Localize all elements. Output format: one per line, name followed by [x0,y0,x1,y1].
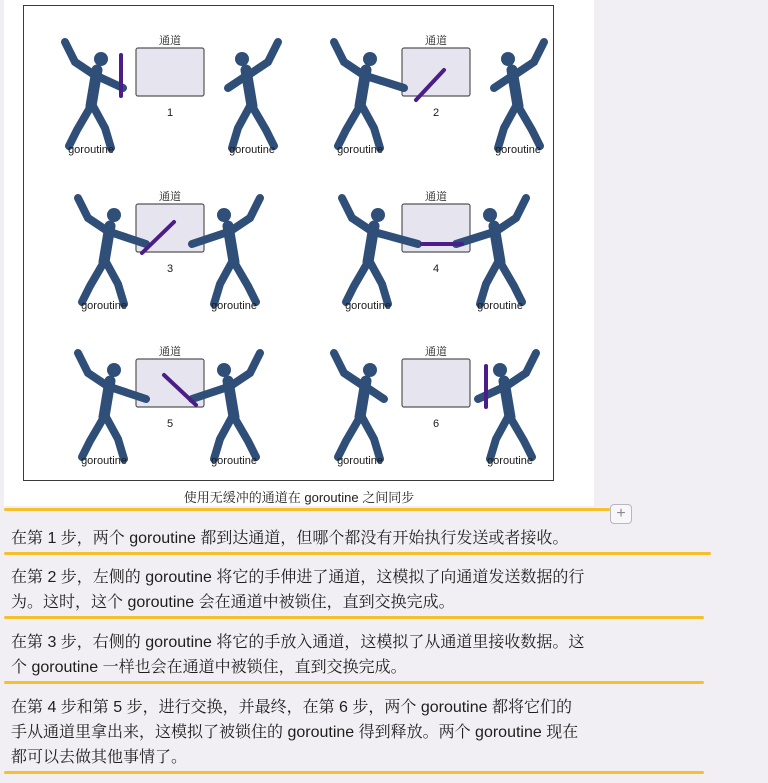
add-block-button[interactable] [610,504,632,524]
goroutine-label-right: goroutine [495,144,541,156]
goroutine-figure-left [334,42,404,148]
goroutine-label-left: goroutine [345,300,391,312]
goroutine-label-left: goroutine [81,455,127,467]
channel-title: 通道 [159,35,181,47]
step-panel-5 [58,339,318,489]
paragraph-line: 都可以去做其他事情了。 [11,749,188,766]
channel-title: 通道 [425,191,447,203]
step-panel-2 [324,28,584,178]
step-number: 4 [432,263,440,275]
plus-icon: + [616,505,626,522]
channel-title: 通道 [425,35,447,47]
channel-title: 通道 [159,191,181,203]
goroutine-label-left: goroutine [81,300,127,312]
step-number: 1 [166,107,174,119]
paragraph-line: 在第 4 步和第 5 步，进行交换，并最终，在第 6 步，两个 goroutine 都将它们的 [11,699,572,716]
paragraph-line: 为。这时，这个 goroutine 会在通道中被锁住，直到交换完成。 [11,594,455,611]
channel-box [402,48,470,96]
channel-box [402,359,470,407]
highlight-underline [4,681,704,684]
goroutine-label-right: goroutine [211,455,257,467]
goroutine-label-left: goroutine [337,144,383,156]
channel-box [136,48,204,96]
step-number: 6 [432,418,440,430]
paragraph-3[interactable] [11,630,711,680]
goroutine-label-left: goroutine [337,455,383,467]
step-number: 5 [166,418,174,430]
paragraph-4[interactable] [11,695,711,770]
paragraph-line: 在第 3 步，右侧的 goroutine 将它的手放入通道，这模拟了从通道里接收数据。这 [11,634,585,651]
step-number: 2 [432,107,440,119]
figure-caption: 使用无缓冲的通道在 goroutine 之间同步 [183,490,415,505]
step-panel-4 [324,184,584,334]
paragraph-line: 个 goroutine 一样也会在通道中被锁住，直到交换完成。 [11,659,407,676]
goroutine-figure-right [494,42,544,148]
diagram-frame [23,5,554,481]
goroutine-figure-left [65,42,123,148]
step-panel-6 [324,339,584,489]
highlight-underline [4,616,704,619]
goroutine-label-right: goroutine [477,300,523,312]
step-panel-1 [58,28,318,178]
goroutine-label-right: goroutine [229,144,275,156]
step-panel-3 [58,184,318,334]
goroutine-figure-right [228,42,278,148]
goroutine-label-right: goroutine [487,455,533,467]
goroutine-figure-left [334,353,384,459]
step-number: 3 [166,263,174,275]
paragraph-line: 在第 2 步，左侧的 goroutine 将它的手伸进了通道，这模拟了向通道发送数据的行 [11,569,585,586]
channel-title: 通道 [425,346,447,358]
paragraph-1[interactable] [11,526,711,551]
goroutine-label-right: goroutine [211,300,257,312]
highlight-underline [4,552,711,555]
highlight-underline [4,771,704,774]
paragraph-line: 手从通道里拿出来，这模拟了被锁住的 goroutine 得到释放。两个 goroutine 现在 [11,724,579,741]
highlight-underline [4,508,610,511]
figure-image [4,0,594,506]
paragraph-line: 在第 1 步，两个 goroutine 都到达通道，但哪个都没有开始执行发送或者接收。 [11,530,569,547]
channel-title: 通道 [159,346,181,358]
goroutine-label-left: goroutine [68,144,114,156]
paragraph-2[interactable] [11,565,711,615]
